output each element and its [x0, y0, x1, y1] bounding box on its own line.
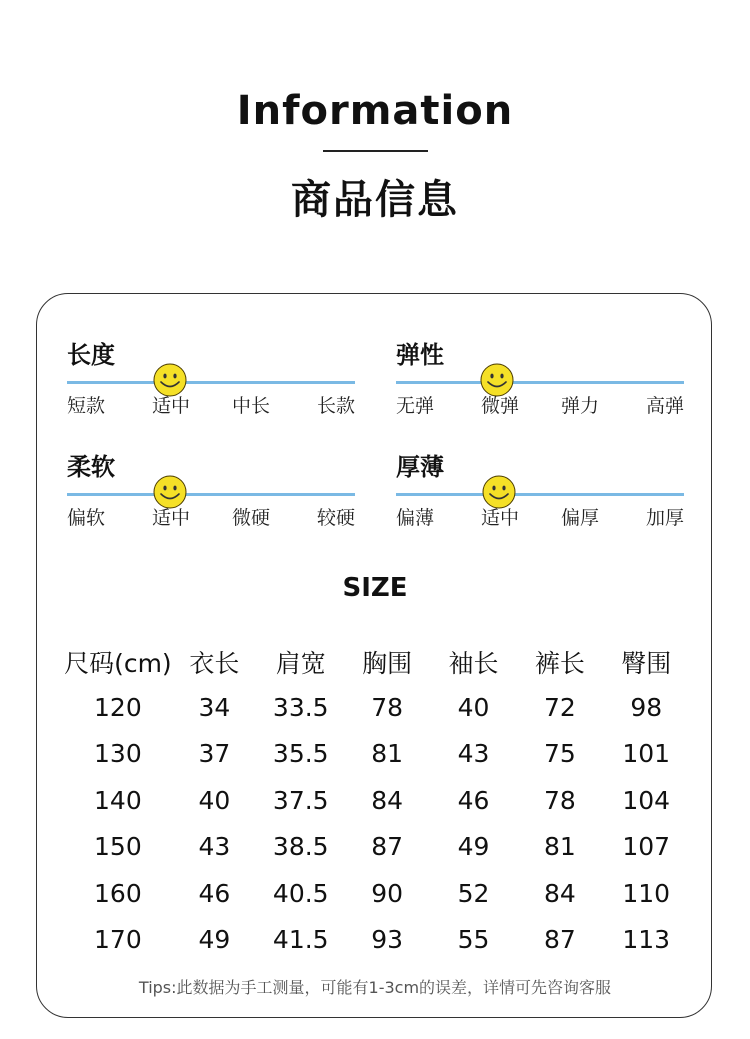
table-cell: 43: [457, 739, 490, 769]
column-header: 袖长: [448, 649, 499, 678]
attribute-options: [396, 391, 684, 418]
table-cell: 52: [457, 878, 490, 908]
table-row: [62, 870, 692, 917]
attribute-option: 短款: [67, 395, 106, 417]
table-cell: 140: [94, 785, 142, 815]
size-table-header-row: [62, 640, 692, 684]
table-cell: 75: [543, 739, 576, 769]
table-cell: 41.5: [272, 925, 329, 955]
attribute-option: 加厚: [645, 507, 684, 529]
table-cell: 37.5: [272, 785, 329, 815]
table-cell: 107: [622, 832, 671, 862]
attribute-options: [396, 503, 684, 530]
table-cell: 130: [94, 739, 142, 769]
attribute-option: 偏薄: [396, 507, 435, 529]
attribute-option: 无弹: [396, 395, 435, 417]
table-cell: 93: [371, 925, 404, 955]
column-header: 胸围: [362, 649, 413, 678]
table-cell: 84: [371, 785, 404, 815]
table-cell: 43: [198, 832, 231, 862]
table-cell: 90: [371, 878, 404, 908]
measurement-tips: Tips:此数据为手工测量，可能有1-3cm的误差，详情可先咨询客服: [138, 978, 612, 997]
attribute-option: 弹力: [560, 395, 599, 417]
table-cell: 110: [622, 878, 671, 908]
size-title: SIZE: [342, 573, 408, 603]
table-cell: 160: [94, 878, 142, 908]
attribute-scale-bar: [396, 381, 684, 384]
attribute-option: 偏软: [67, 507, 106, 529]
attribute-option: 高弹: [645, 395, 684, 417]
attribute-label: 柔软: [67, 453, 115, 481]
table-cell: 40: [457, 692, 490, 722]
size-table: [62, 640, 692, 963]
attribute-label: 长度: [67, 341, 115, 369]
attribute-label: 厚薄: [396, 453, 444, 481]
table-cell: 81: [371, 739, 404, 769]
table-cell: 84: [543, 878, 576, 908]
table-cell: 150: [94, 832, 142, 862]
attribute-scale-bar: [67, 381, 355, 384]
attribute-option: 微弹: [480, 395, 519, 417]
table-cell: 104: [622, 785, 671, 815]
title-english: Information: [236, 88, 514, 134]
table-cell: 55: [457, 925, 490, 955]
table-row: [62, 824, 692, 871]
attribute-option: 适中: [151, 507, 190, 529]
attribute-scale-bar: [67, 493, 355, 496]
attribute-option: 适中: [151, 395, 190, 417]
table-cell: 46: [457, 785, 490, 815]
table-cell: 46: [198, 878, 231, 908]
attribute-option: 适中: [480, 507, 519, 529]
table-cell: 87: [543, 925, 576, 955]
table-cell: 37: [198, 739, 231, 769]
attribute-options: [67, 391, 355, 418]
attribute-option: 中长: [231, 395, 270, 417]
attribute-option: 长款: [316, 395, 355, 417]
table-cell: 81: [543, 832, 576, 862]
attribute-scale-bar: [396, 493, 684, 496]
table-cell: 40.5: [272, 878, 329, 908]
table-cell: 120: [94, 692, 142, 722]
table-cell: 49: [198, 925, 231, 955]
column-header: 臀围: [621, 649, 672, 678]
attribute-option: 微硬: [231, 507, 270, 529]
table-cell: 98: [630, 692, 663, 722]
table-cell: 78: [543, 785, 576, 815]
table-cell: 72: [543, 692, 576, 722]
table-row: [62, 731, 692, 778]
title-chinese: 商品信息: [291, 177, 459, 223]
table-row: [62, 777, 692, 824]
table-cell: 40: [198, 785, 231, 815]
table-cell: 101: [622, 739, 671, 769]
attribute-option: 较硬: [316, 507, 355, 529]
table-cell: 113: [622, 925, 671, 955]
title-divider: [323, 150, 428, 152]
table-cell: 170: [94, 925, 142, 955]
table-row: [62, 917, 692, 964]
column-header-size: 尺码(cm): [64, 649, 172, 678]
table-cell: 35.5: [272, 739, 329, 769]
column-header: 肩宽: [275, 649, 326, 678]
attribute-label: 弹性: [396, 341, 444, 369]
table-cell: 34: [198, 692, 231, 722]
column-header: 裤长: [534, 649, 585, 678]
attribute-option: 偏厚: [560, 507, 599, 529]
table-cell: 87: [371, 832, 404, 862]
table-cell: 78: [371, 692, 404, 722]
table-cell: 49: [457, 832, 490, 862]
table-cell: 38.5: [272, 832, 329, 862]
attribute-options: [67, 503, 355, 530]
table-row: [62, 684, 692, 731]
column-header: 衣长: [189, 649, 240, 678]
table-cell: 33.5: [272, 692, 329, 722]
